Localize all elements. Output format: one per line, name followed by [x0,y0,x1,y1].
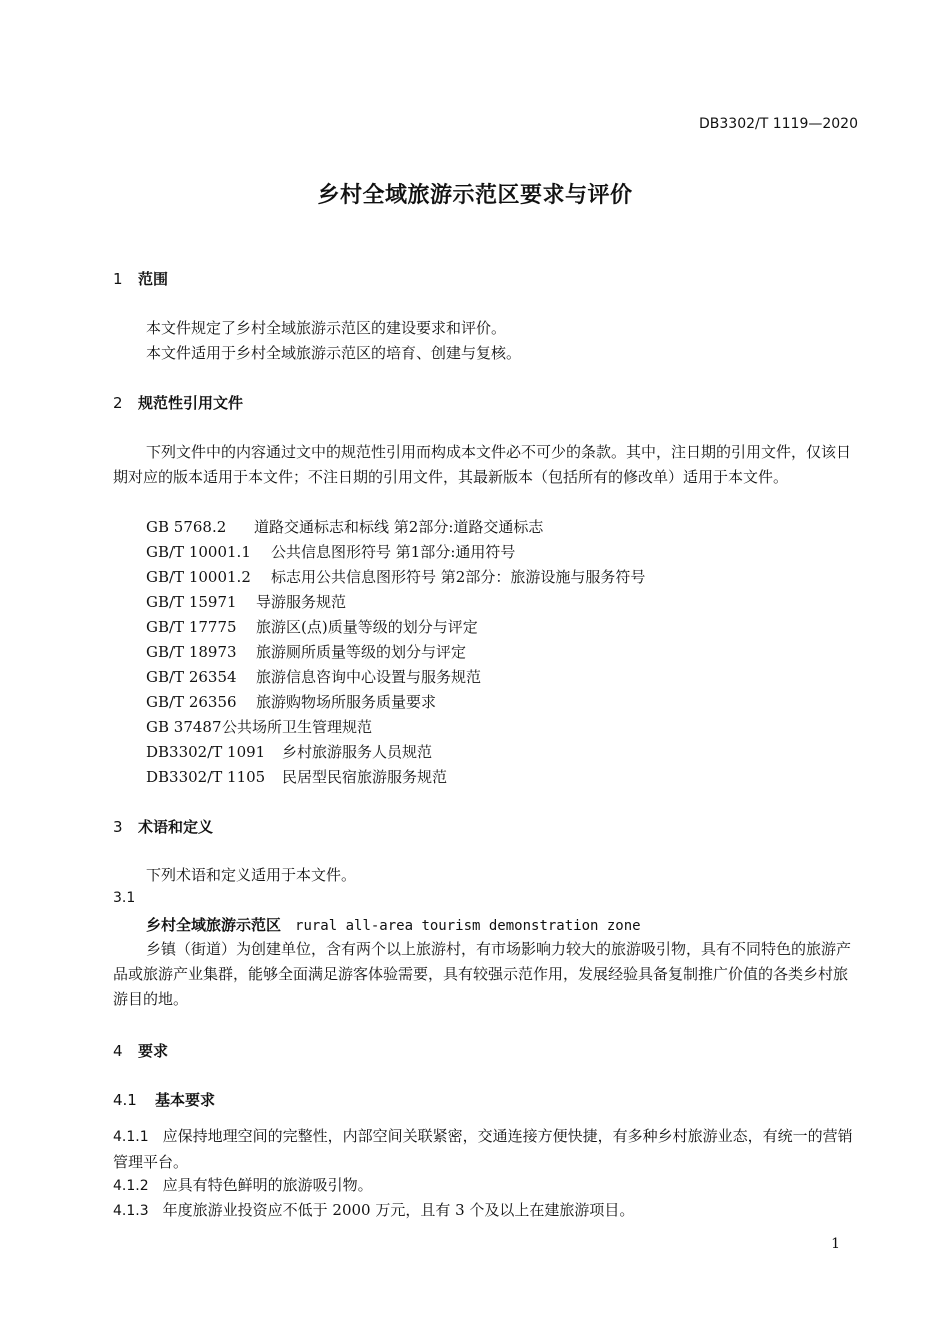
reference-title: 旅游信息咨询中心设置与服务规范 [256,668,482,686]
section-number: 3 [113,818,123,836]
reference-item [146,641,466,662]
section-4-heading [113,1040,168,1061]
reference-title: 旅游厕所质量等级的划分与评定 [256,643,467,661]
section-3-heading [113,816,213,837]
clause-text: 年度旅游业投资应不低于 2000 万元，且有 3 个及以上在建旅游项目。 [162,1201,635,1219]
reference-code: GB/T 10001.1 [146,543,251,561]
reference-code: GB/T 26354 [146,668,237,686]
reference-item [146,541,515,562]
section-number: 4 [113,1042,123,1060]
section-number: 1 [113,270,123,288]
reference-title: 旅游购物场所服务质量要求 [256,693,437,711]
reference-item [146,616,478,637]
section-title: 规范性引用文件 [138,394,244,412]
reference-code: DB3302/T 1105 [146,768,266,786]
reference-item [146,691,436,712]
reference-title: 公共场所卫生管理规范 [222,718,373,736]
reference-code: GB 5768.2 [146,518,227,536]
clause-number: 4.1.2 [113,1178,149,1194]
paragraph: 本文件规定了乡村全域旅游示范区的建设要求和评价。 [146,319,507,337]
reference-item [146,766,447,787]
reference-item [146,716,372,737]
term-chinese: 乡村全域旅游示范区 [146,916,282,934]
section-2-heading [113,392,243,413]
reference-title: 导游服务规范 [256,593,347,611]
paragraph: 下列术语和定义适用于本文件。 [146,866,357,884]
section-title: 术语和定义 [138,818,214,836]
subsection-4-1-heading [113,1089,215,1110]
subsection-number: 4.1 [113,1091,137,1109]
reference-item [146,666,481,687]
term-definition: 乡镇（街道）为创建单位，含有两个以上旅游村，有市场影响力较大的旅游吸引物，具有不同特色的旅游产品或旅游产业集群，能够全面满足游客体验需要，具有较强示范作用，发展经验具备复制推广价值的各类乡村旅游目的地。 [113,940,852,1008]
document-title: 乡村全域旅游示范区要求与评价 [317,183,633,208]
reference-title: 公共信息图形符号 第1部分:通用符号 [271,543,516,561]
reference-item [146,566,645,587]
reference-code: GB/T 17775 [146,618,237,636]
reference-item [146,516,543,537]
clause-number: 4.1.3 [113,1203,149,1219]
reference-code: GB/T 15971 [146,593,237,611]
section-number: 2 [113,394,123,412]
page-number: 1 [831,1236,840,1252]
paragraph: 本文件适用于乡村全域旅游示范区的培育、创建与复核。 [146,344,522,362]
reference-title: 民居型民宿旅游服务规范 [282,768,448,786]
paragraph: 下列文件中的内容通过文中的规范性引用而构成本文件必不可少的条款。其中，注日期的引用文件，仅该日期对应的版本适用于本文件；不注日期的引用文件，其最新版本（包括所有的修改单）适用于本文件。 [113,443,852,486]
subsection-title: 基本要求 [155,1091,216,1109]
reference-title: 道路交通标志和标线 第2部分:道路交通标志 [254,518,544,536]
clause-item [113,1174,373,1195]
reference-code: GB/T 18973 [146,643,237,661]
clause-item [113,1124,860,1175]
clause-text: 应具有特色鲜明的旅游吸引物。 [162,1176,373,1194]
reference-code: GB 37487 [146,718,222,736]
clause-number: 4.1.1 [113,1129,149,1145]
document-code: DB3302/T 1119—2020 [699,116,858,132]
section-title: 范围 [138,270,169,288]
reference-code: DB3302/T 1091 [146,743,266,761]
term-entry [146,914,641,935]
reference-item [146,591,346,612]
reference-title: 乡村旅游服务人员规范 [282,743,433,761]
clause-item [113,1199,634,1220]
section-title: 要求 [138,1042,169,1060]
reference-title: 旅游区(点)质量等级的划分与评定 [256,618,478,636]
section-1-heading [113,268,168,289]
term-number: 3.1 [113,890,136,906]
reference-item [146,741,432,762]
reference-title: 标志用公共信息图形符号 第2部分：旅游设施与服务符号 [271,568,646,586]
term-english: rural all-area tourism demonstration zone [295,918,641,934]
clause-text: 应保持地理空间的完整性，内部空间关联紧密，交通连接方便快捷，有多种乡村旅游业态，有统一的营销管理平台。 [113,1127,853,1171]
reference-code: GB/T 10001.2 [146,568,251,586]
reference-code: GB/T 26356 [146,693,237,711]
